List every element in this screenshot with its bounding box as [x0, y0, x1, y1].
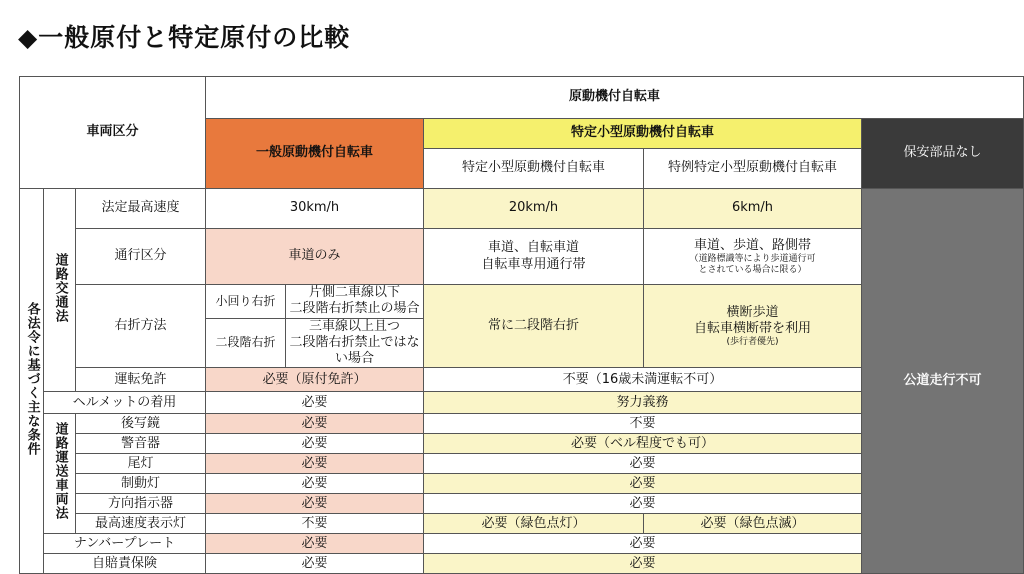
- row-label-speed: 法定最高速度: [76, 189, 206, 229]
- row-label-helmet: ヘルメットの着用: [44, 392, 206, 414]
- plate-other: 必要: [424, 534, 862, 554]
- mirror-general: 必要: [206, 414, 424, 434]
- turn-special: 横断歩道 自転車横断帯を利用 (歩行者優先): [644, 285, 862, 368]
- taillight-other: 必要: [424, 454, 862, 474]
- speed-general: 30km/h: [206, 189, 424, 229]
- brakelight-general: 必要: [206, 474, 424, 494]
- row-label-brakelight: 制動灯: [76, 474, 206, 494]
- comparison-table: [19, 76, 1024, 574]
- speedlamp-small: 必要（緑色点灯）: [424, 514, 644, 534]
- road-transport-law-label: 道路運送車両法: [44, 414, 76, 534]
- page-title: ◆一般原付と特定原付の比較: [18, 23, 351, 52]
- helmet-other: 努力義務: [424, 392, 862, 414]
- two-stage-turn-label: 二段階右折: [206, 318, 286, 368]
- brakelight-other: 必要: [424, 474, 862, 494]
- row-label-plate: ナンバープレート: [44, 534, 206, 554]
- no-safety-parts-header: 保安部品なし: [862, 119, 1024, 189]
- license-other: 不要（16歳未満運転不可）: [424, 368, 862, 392]
- main-conditions-label: 各法令に基づく主な条件: [20, 189, 44, 574]
- speedlamp-special: 必要（緑色点滅）: [644, 514, 862, 534]
- row-label-lane: 通行区分: [76, 229, 206, 285]
- lane-general: 車道のみ: [206, 229, 424, 285]
- insurance-other: 必要: [424, 554, 862, 574]
- row-label-mirror: 後写鏡: [76, 414, 206, 434]
- license-general: 必要（原付免許）: [206, 368, 424, 392]
- turnsignal-general: 必要: [206, 494, 424, 514]
- row-label-taillight: 尾灯: [76, 454, 206, 474]
- turnsignal-other: 必要: [424, 494, 862, 514]
- plate-general: 必要: [206, 534, 424, 554]
- general-moped-header: 一般原動機付自転車: [206, 119, 424, 189]
- horn-other: 必要（ベル程度でも可）: [424, 434, 862, 454]
- specified-small-header: 特定小型原動機付自転車: [424, 119, 862, 149]
- row-label-speedlamp: 最高速度表示灯: [76, 514, 206, 534]
- not-allowed-public-road: 公道走行不可: [862, 189, 1024, 574]
- turn-small: 常に二段階右折: [424, 285, 644, 368]
- row-label-turnsignal: 方向指示器: [76, 494, 206, 514]
- small-turn-label: 小回り右折: [206, 285, 286, 319]
- taillight-general: 必要: [206, 454, 424, 474]
- horn-general: 必要: [206, 434, 424, 454]
- vehicle-class-header: 車両区分: [20, 77, 206, 189]
- mirror-other: 不要: [424, 414, 862, 434]
- row-label-turn: 右折方法: [76, 285, 206, 368]
- speed-small: 20km/h: [424, 189, 644, 229]
- specified-small-col-header: 特定小型原動機付自転車: [424, 149, 644, 189]
- row-label-license: 運転免許: [76, 368, 206, 392]
- lane-small: 車道、自転車道 自転車専用通行帯: [424, 229, 644, 285]
- insurance-general: 必要: [206, 554, 424, 574]
- speed-special: 6km/h: [644, 189, 862, 229]
- lane-special: 車道、歩道、路側帯 （道路標識等により歩道通行可 とされている場合に限る）: [644, 229, 862, 285]
- small-turn-note: 片側二車線以下 二段階右折禁止の場合: [286, 285, 424, 319]
- row-label-insurance: 自賠責保険: [44, 554, 206, 574]
- speedlamp-general: 不要: [206, 514, 424, 534]
- special-col-header: 特例特定小型原動機付自転車: [644, 149, 862, 189]
- two-stage-turn-note: 三車線以上且つ 二段階右折禁止ではない場合: [286, 318, 424, 368]
- row-label-horn: 警音器: [76, 434, 206, 454]
- road-traffic-law-label: 道路交通法: [44, 189, 76, 392]
- moped-header: 原動機付自転車: [206, 77, 1024, 119]
- helmet-general: 必要: [206, 392, 424, 414]
